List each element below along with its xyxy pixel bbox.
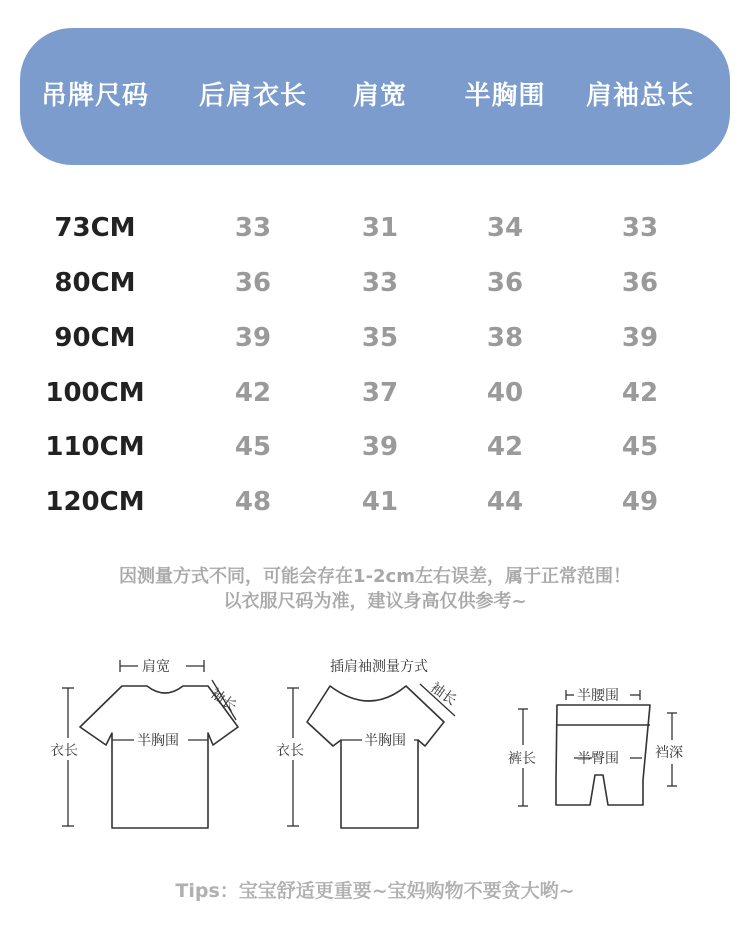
tips-text: Tips：宝宝舒适更重要~宝妈购物不要贪大哟~ xyxy=(175,880,575,902)
measurement-note-line1: 因测量方式不同，可能会存在1-2cm左右误差，属于正常范围！ xyxy=(119,566,631,587)
shorts-thigh-label: 半臀围 xyxy=(577,751,619,767)
table-row xyxy=(0,203,750,253)
value-cell: 45 xyxy=(621,432,659,462)
value-cell: 35 xyxy=(361,323,399,353)
raglan-sleeve-label: 袖长 xyxy=(427,679,460,709)
header-col-half-chest: 半胸围 xyxy=(464,81,546,111)
table-row xyxy=(0,477,750,527)
shorts-waist-label: 半腰围 xyxy=(577,688,619,704)
tshirt-sleeve-label: 袖长 xyxy=(207,685,240,715)
header-col-sleeve-length: 肩袖总长 xyxy=(585,81,694,111)
size-cell: 100CM xyxy=(45,378,145,408)
value-cell: 39 xyxy=(621,323,659,353)
value-cell: 34 xyxy=(486,213,524,243)
size-cell: 73CM xyxy=(54,213,136,243)
shorts-rise-label: 裆深 xyxy=(655,745,683,761)
table-row xyxy=(0,313,750,363)
header-col-shoulder-width: 肩宽 xyxy=(352,81,407,111)
value-cell: 33 xyxy=(621,213,659,243)
value-cell: 48 xyxy=(234,487,272,517)
value-cell: 38 xyxy=(486,323,524,353)
value-cell: 36 xyxy=(621,268,659,298)
measurement-diagrams xyxy=(0,640,750,840)
value-cell: 39 xyxy=(361,432,399,462)
raglan-chest-label: 半胸围 xyxy=(364,733,406,749)
value-cell: 33 xyxy=(361,268,399,298)
table-row xyxy=(0,368,750,418)
value-cell: 37 xyxy=(361,378,399,408)
size-cell: 90CM xyxy=(54,323,136,353)
value-cell: 40 xyxy=(486,378,524,408)
table-header xyxy=(20,28,730,165)
value-cell: 33 xyxy=(234,213,272,243)
table-row xyxy=(0,422,750,472)
table-row xyxy=(0,258,750,308)
raglan-length-label: 衣长 xyxy=(276,743,304,759)
value-cell: 39 xyxy=(234,323,272,353)
header-col-tag-size: 吊牌尺码 xyxy=(40,81,149,111)
size-cell: 80CM xyxy=(54,268,136,298)
value-cell: 45 xyxy=(234,432,272,462)
raglan-outline xyxy=(307,686,444,828)
tshirt-length-label: 衣长 xyxy=(50,743,78,759)
tshirt-chest-label: 半胸围 xyxy=(137,733,179,749)
value-cell: 36 xyxy=(486,268,524,298)
raglan-title-label: 插肩袖测量方式 xyxy=(330,659,428,675)
value-cell: 49 xyxy=(621,487,659,517)
size-cell: 120CM xyxy=(45,487,145,517)
size-cell: 110CM xyxy=(45,432,145,462)
value-cell: 31 xyxy=(361,213,399,243)
tshirt-shoulder-label: 肩宽 xyxy=(142,659,170,675)
header-col-back-length: 后肩衣长 xyxy=(198,81,307,111)
shorts-length-label: 裤长 xyxy=(508,751,536,767)
tshirt-outline xyxy=(80,686,238,828)
value-cell: 42 xyxy=(486,432,524,462)
value-cell: 42 xyxy=(234,378,272,408)
value-cell: 42 xyxy=(621,378,659,408)
value-cell: 36 xyxy=(234,268,272,298)
value-cell: 44 xyxy=(486,487,524,517)
value-cell: 41 xyxy=(361,487,399,517)
measurement-note-line2: 以衣服尺码为准，建议身高仅供参考~ xyxy=(223,591,527,612)
